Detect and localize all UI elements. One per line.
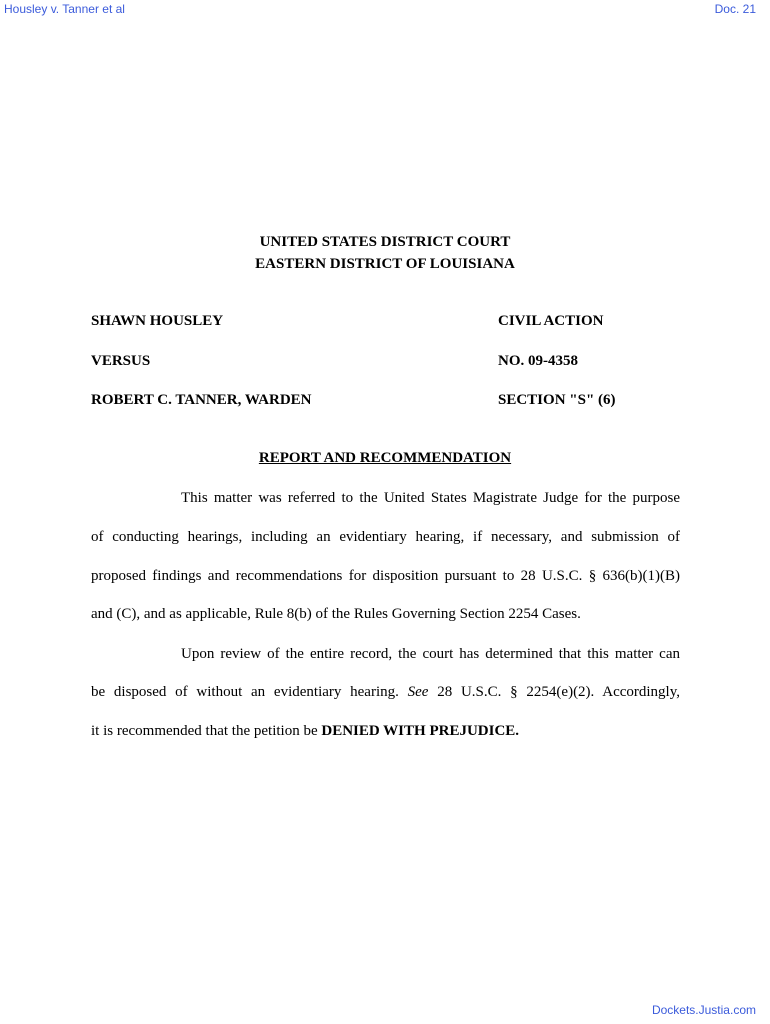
case-number: NO. 09-4358	[498, 353, 578, 369]
citation-signal: See	[407, 684, 429, 700]
recommendation-disposition: DENIED WITH PREJUDICE.	[321, 723, 520, 739]
doc-number-link[interactable]: Doc. 21	[714, 2, 756, 16]
body-line	[91, 722, 680, 740]
body-line: and (C), and as applicable, Rule 8(b) of the Rules Governing Section 2254 Cases.	[91, 606, 581, 622]
body-text: be disposed of without an evidentiary hearing.	[91, 684, 408, 700]
versus-label: VERSUS	[91, 353, 151, 369]
defendant-name: ROBERT C. TANNER, WARDEN	[91, 392, 312, 408]
court-name: UNITED STATES DISTRICT COURT	[259, 234, 511, 250]
body-line: proposed findings and recommendations for disposition pursuant to 28 U.S.C. § 636(b)(1)(B)	[91, 568, 680, 584]
body-text: 28 U.S.C. § 2254(e)(2). Accordingly,	[428, 684, 680, 700]
body-line: Upon review of the entire record, the court has determined that this matter can	[181, 646, 680, 662]
body-line	[91, 683, 680, 701]
action-type: CIVIL ACTION	[498, 313, 604, 329]
body-line: This matter was referred to the United States Magistrate Judge for the purpose	[181, 490, 680, 506]
plaintiff-name: SHAWN HOUSLEY	[91, 313, 224, 329]
report-title: REPORT AND RECOMMENDATION	[258, 450, 512, 466]
body-line: of conducting hearings, including an evidentiary hearing, if necessary, and submission of	[91, 529, 680, 545]
case-title-link[interactable]: Housley v. Tanner et al	[4, 2, 125, 16]
section-label: SECTION "S" (6)	[498, 392, 616, 408]
court-district: EASTERN DISTRICT OF LOUISIANA	[255, 256, 515, 272]
source-link[interactable]: Dockets.Justia.com	[651, 1003, 756, 1017]
body-text: it is recommended that the petition be	[91, 723, 322, 739]
